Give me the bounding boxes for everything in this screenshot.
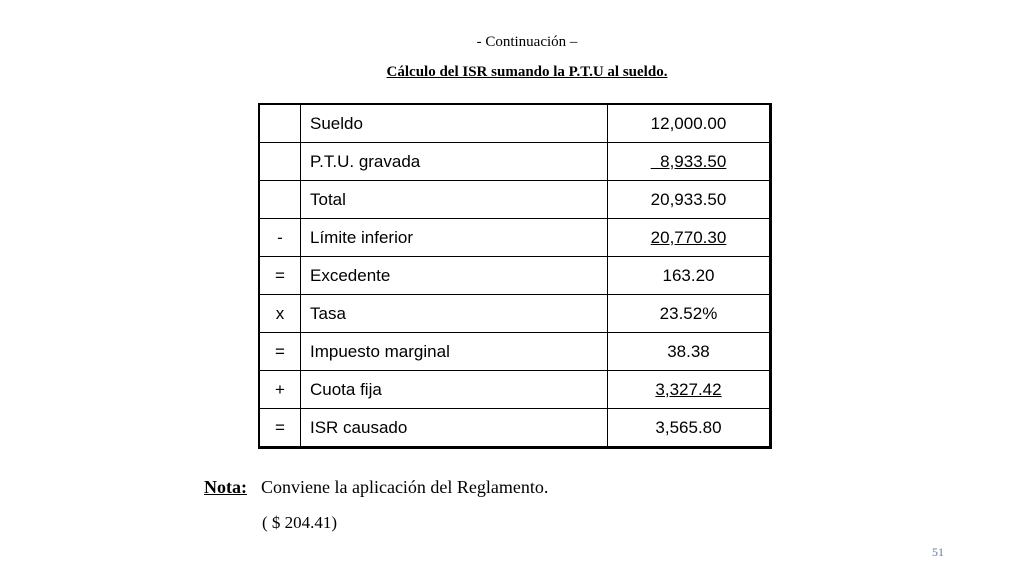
operator-cell <box>259 143 301 181</box>
amount-cell <box>608 371 771 409</box>
concept-cell: Límite inferior <box>301 219 608 257</box>
note-text: Conviene la aplicación del Reglamento. <box>261 477 549 497</box>
operator-cell <box>259 104 301 143</box>
page-number: 51 <box>932 545 944 559</box>
operator-cell: = <box>259 409 301 448</box>
amount-cell <box>608 104 771 143</box>
isr-calculation-table <box>258 103 772 449</box>
amount-cell <box>608 333 771 371</box>
table-row <box>259 257 771 295</box>
amount-cell <box>608 181 771 219</box>
amount-cell <box>608 295 771 333</box>
amount-cell <box>608 219 771 257</box>
amount-value: 12,000.00 <box>650 113 727 133</box>
table-row <box>259 143 771 181</box>
amount-cell <box>608 257 771 295</box>
heading: Cálculo del ISR sumando la P.T.U al sueldo. <box>386 64 668 80</box>
concept-cell: Excedente <box>301 257 608 295</box>
amount-value: 20,933.50 <box>650 189 727 209</box>
subtitle: - Continuación – <box>476 34 578 50</box>
amount-value: 23.52% <box>659 303 718 323</box>
operator-cell: + <box>259 371 301 409</box>
operator-cell: x <box>259 295 301 333</box>
concept-cell: P.T.U. gravada <box>301 143 608 181</box>
amount-cell <box>608 409 771 448</box>
concept-cell: ISR causado <box>301 409 608 448</box>
amount-value: 3,327.42 <box>655 379 722 399</box>
table-row <box>259 371 771 409</box>
table-row <box>259 181 771 219</box>
operator-cell: - <box>259 219 301 257</box>
concept-cell: Total <box>301 181 608 219</box>
table-row <box>259 409 771 448</box>
amount-value: 8,933.50 <box>650 151 727 171</box>
operator-cell <box>259 181 301 219</box>
note-amount: ( $ 204.41) <box>262 513 338 532</box>
concept-cell: Sueldo <box>301 104 608 143</box>
amount-value: 38.38 <box>667 341 710 361</box>
amount-value: 3,565.80 <box>655 417 722 437</box>
table-row <box>259 295 771 333</box>
note <box>204 477 548 498</box>
amount-cell <box>608 143 771 181</box>
table-row <box>259 219 771 257</box>
concept-cell: Tasa <box>301 295 608 333</box>
note-label: Nota: <box>204 477 247 497</box>
concept-cell: Cuota fija <box>301 371 608 409</box>
operator-cell: = <box>259 257 301 295</box>
concept-cell: Impuesto marginal <box>301 333 608 371</box>
table-row <box>259 104 771 143</box>
amount-value: 163.20 <box>662 265 715 285</box>
table-row <box>259 333 771 371</box>
operator-cell: = <box>259 333 301 371</box>
amount-value: 20,770.30 <box>650 227 727 247</box>
